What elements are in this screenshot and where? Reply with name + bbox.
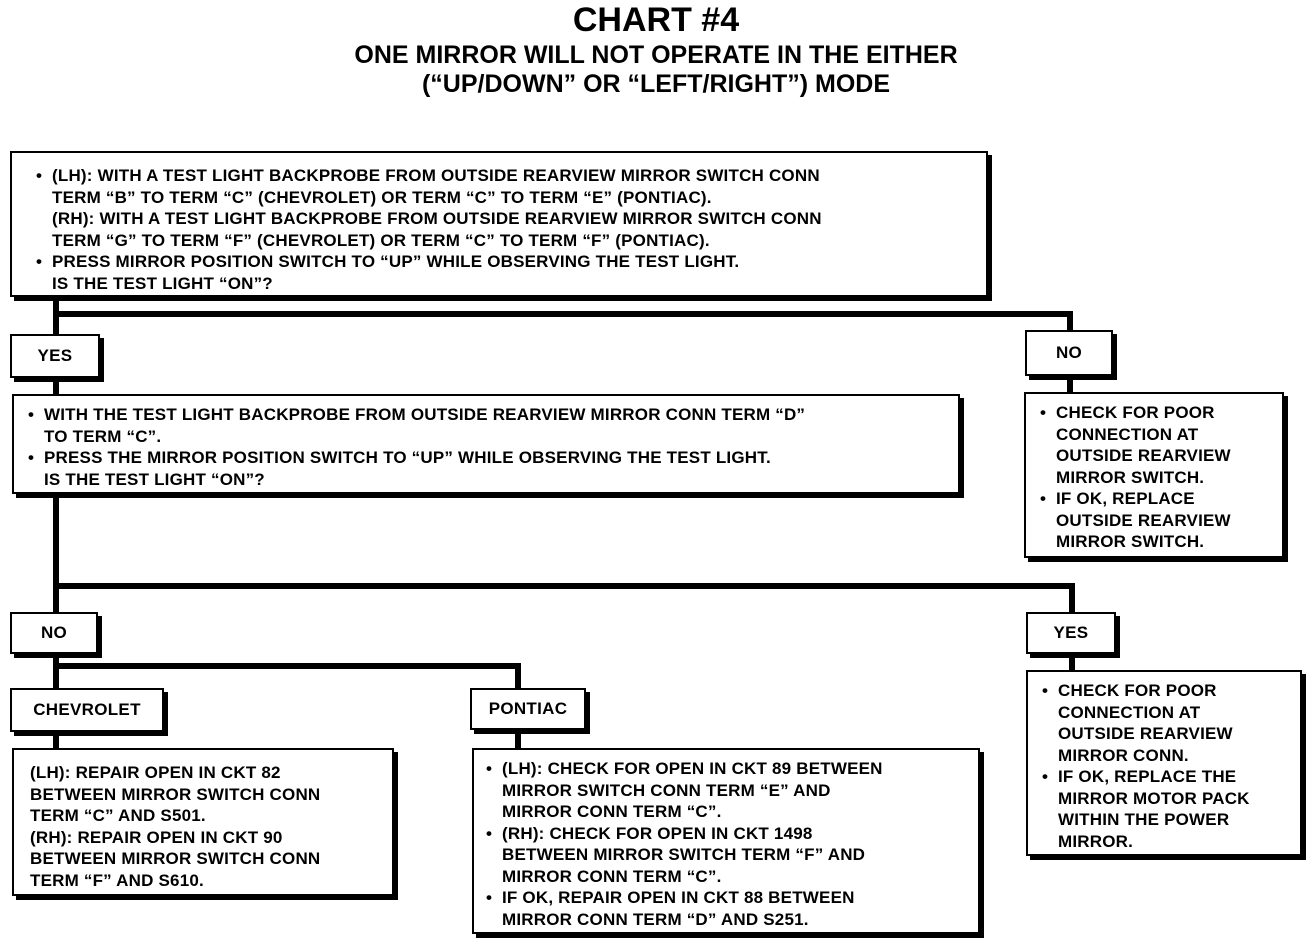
connector-step2-branch	[56, 494, 1072, 612]
chevrolet-label: CHEVROLET	[10, 688, 164, 732]
yes-label-2: YES	[1026, 612, 1116, 654]
chart-title: CHART #4	[572, 1, 740, 39]
result-pontiac-box	[472, 748, 980, 934]
result-motor-item-2: • IF OK, REPLACE THE MIRROR MOTOR PACK WITHIN THE POWER MIRROR.	[1042, 766, 1292, 852]
chart-subtitle-line-2: (“UP/DOWN” OR “LEFT/RIGHT”) MODE	[421, 70, 891, 98]
result-chevrolet-text: (LH): REPAIR OPEN IN CKT 82 BETWEEN MIRROR SWITCH CONN TERM “C” AND S501. (RH): REPAIR OPEN IN CKT 90 BETWEEN MIRROR SWITCH CONN TERM “F” AND S610.	[30, 763, 321, 890]
result-switch-box	[1024, 392, 1284, 558]
no-label-2: NO	[10, 612, 98, 654]
result-motor-item-1: • CHECK FOR POOR CONNECTION AT OUTSIDE REARVIEW MIRROR CONN.	[1042, 680, 1292, 766]
step2-item-2: • PRESS THE MIRROR POSITION SWITCH TO “UP” WHILE OBSERVING THE TEST LIGHT. IS THE TEST LIGHT “ON”?	[28, 447, 948, 490]
result-switch-item-1: • CHECK FOR POOR CONNECTION AT OUTSIDE REARVIEW MIRROR SWITCH.	[1040, 402, 1274, 488]
result-pontiac-item-1: • (LH): CHECK FOR OPEN IN CKT 89 BETWEEN MIRROR SWITCH CONN TERM “E” AND MIRROR CONN TERM “C”.	[486, 758, 970, 823]
step2-item-1: • WITH THE TEST LIGHT BACKPROBE FROM OUTSIDE REARVIEW MIRROR CONN TERM “D” TO TERM “C”.	[28, 404, 948, 447]
connector-no2-split	[56, 654, 518, 688]
pontiac-label: PONTIAC	[470, 688, 586, 730]
result-pontiac-item-3: • IF OK, REPAIR OPEN IN CKT 88 BETWEEN MIRROR CONN TERM “D” AND S251.	[486, 887, 970, 930]
no-label-1: NO	[1025, 330, 1113, 376]
chart-subtitle-line-1: ONE MIRROR WILL NOT OPERATE IN THE EITHER	[354, 41, 958, 69]
connector-step1-branch	[56, 300, 1070, 330]
step2-box	[12, 394, 960, 494]
step1-box	[10, 151, 988, 297]
yes-label-1: YES	[10, 334, 100, 378]
result-motor-box	[1026, 670, 1302, 856]
result-pontiac-item-2: • (RH): CHECK FOR OPEN IN CKT 1498 BETWEEN MIRROR SWITCH TERM “F” AND MIRROR CONN TERM “C”.	[486, 823, 970, 888]
step1-item-2: • PRESS MIRROR POSITION SWITCH TO “UP” WHILE OBSERVING THE TEST LIGHT. IS THE TEST LIGHT “ON”?	[36, 251, 976, 294]
result-chevrolet-box	[12, 748, 394, 896]
step1-item-1: • (LH): WITH A TEST LIGHT BACKPROBE FROM OUTSIDE REARVIEW MIRROR SWITCH CONN TERM “B” TO TERM “C” (CHEVROLET) OR TERM “C” TO TERM “E” (PONTIAC). (RH): WITH A TEST LIGHT BACKPROBE FROM OUTSIDE REARVIEW MIRROR SWITCH CONN TERM “G” TO TERM “F” (CHEVROLET) OR TERM “C” TO TERM “F” (PONTIAC).	[36, 165, 976, 251]
result-switch-item-2: • IF OK, REPLACE OUTSIDE REARVIEW MIRROR SWITCH.	[1040, 488, 1274, 553]
